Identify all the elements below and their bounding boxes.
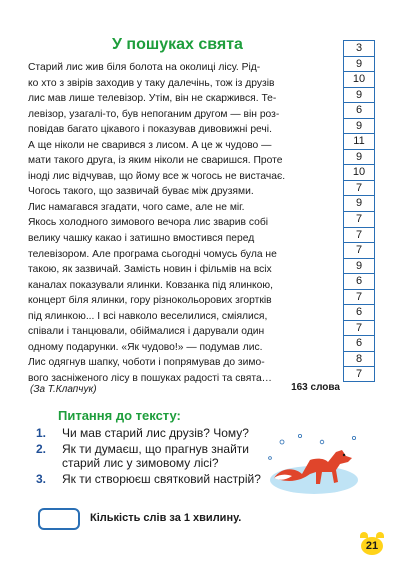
question-text: Як ти створюєш святковий настрій?: [62, 471, 261, 486]
words-per-minute-label: Кількість слів за 1 хвилину.: [90, 512, 242, 524]
snowflake-icon: [280, 440, 284, 444]
story-line: Лис одягнув шапку, чоботи і попрямував до зимо-: [28, 357, 265, 369]
word-count-cell: 7: [344, 180, 374, 196]
word-count-cell: 6: [344, 335, 374, 351]
word-count-cell: 10: [344, 164, 374, 180]
page-number-badge: [356, 532, 388, 558]
word-count-cell: 10: [344, 71, 374, 87]
story-line: ко хто з звірів заходив у таку далечінь, тож із друзів: [28, 77, 275, 89]
story-text: [28, 60, 338, 386]
story-line: іноді лис відчував, що йому все ж чогось не вистачає.: [28, 170, 286, 182]
story-line: Лис намагався згадати, чого саме, але не міг.: [28, 201, 245, 213]
questions-heading: Питання до тексту:: [58, 408, 181, 423]
snowflake-icon: [269, 457, 272, 460]
word-count-cell: 9: [344, 56, 374, 72]
word-count-cell: 7: [344, 211, 374, 227]
question-text: Як ти думаєш, що прагнув знайти старий лис у зимовому лісі?: [62, 441, 250, 470]
story-line: каналах показували ялинки. Ковзанка під ялинкою,: [28, 279, 273, 291]
word-count-column: [343, 40, 375, 382]
story-line: такою, як зазвичай. Замість новин і фільмів на всіх: [28, 264, 272, 276]
word-count-cell: 9: [344, 258, 374, 274]
word-count-cell: 9: [344, 87, 374, 103]
word-count-cell: 9: [344, 118, 374, 134]
word-count-cell: 7: [344, 289, 374, 305]
story-line: А ще ніколи не сварився з лисом. А це ж чудово —: [28, 139, 272, 151]
question-number: 1.: [36, 426, 47, 440]
word-count-cell: 6: [344, 102, 374, 118]
question-number: 3.: [36, 471, 47, 486]
word-count-cell: 11: [344, 133, 374, 149]
fox-eye: [343, 454, 345, 456]
question-number: 2.: [36, 441, 47, 456]
story-line: Якось холодного зимового вечора лис зварив собі: [28, 217, 269, 229]
snowflake-icon: [298, 434, 301, 437]
story-line: під ялинкою... І всі навколо веселилися, сміялися,: [28, 310, 268, 322]
story-line: співали і танцювали, обіймалися і дарували один: [28, 326, 265, 338]
word-count-cell: 9: [344, 149, 374, 165]
question-item: [36, 442, 266, 471]
total-word-count: 163 слова: [291, 382, 340, 393]
word-count-cell: 7: [344, 320, 374, 336]
word-count-cell: 8: [344, 351, 374, 367]
word-count-cell: 6: [344, 273, 374, 289]
question-item: [36, 426, 266, 441]
question-item: [36, 472, 266, 487]
word-count-cell: 6: [344, 304, 374, 320]
page-number: 21: [361, 537, 383, 555]
story-line: велику чашку какао і затишно вмостився перед: [28, 233, 255, 245]
story-line: левізор, узагалі-то, був непоганим другом — він роз-: [28, 108, 280, 120]
snowflake-icon: [352, 436, 355, 439]
word-count-cell: 7: [344, 227, 374, 243]
story-line: мати такого друга, із яким ніколи не сваришся. Проте: [28, 155, 283, 167]
word-count-cell: 3: [344, 40, 374, 56]
story-line: одному подарунки. «Як чудово!» — подумав лис.: [28, 341, 263, 353]
story-line: повідав багато цікавого і показував дивовижні речі.: [28, 124, 272, 136]
word-count-cell: 9: [344, 195, 374, 211]
story-line: Чогось такого, що зазвичай буває між друзями.: [28, 186, 254, 198]
source-attribution: (За Т.Клапчук): [30, 384, 97, 395]
story-line: вого засніженого лісу в пошуках радості та свята…: [28, 372, 272, 384]
page-title: У пошуках свята: [112, 36, 243, 53]
story-line: телевізором. Але програма сьогодні чомусь була не: [28, 248, 277, 260]
question-text: Чи мав старий лис друзів? Чому?: [62, 426, 249, 440]
word-count-cell: 7: [344, 366, 374, 382]
story-line: лис мав лише телевізор. Утім, він не скаржився. Те-: [28, 93, 277, 105]
fox-illustration: [262, 428, 362, 498]
word-count-cell: 7: [344, 242, 374, 258]
questions-list: [36, 426, 266, 487]
words-per-minute-input-box[interactable]: [38, 508, 80, 530]
story-line: концерт біля ялинки, гору різнокольорових згортків: [28, 295, 272, 307]
story-line: Старий лис жив біля болота на околиці лісу. Рід-: [28, 62, 261, 73]
snowflake-icon: [320, 440, 324, 444]
